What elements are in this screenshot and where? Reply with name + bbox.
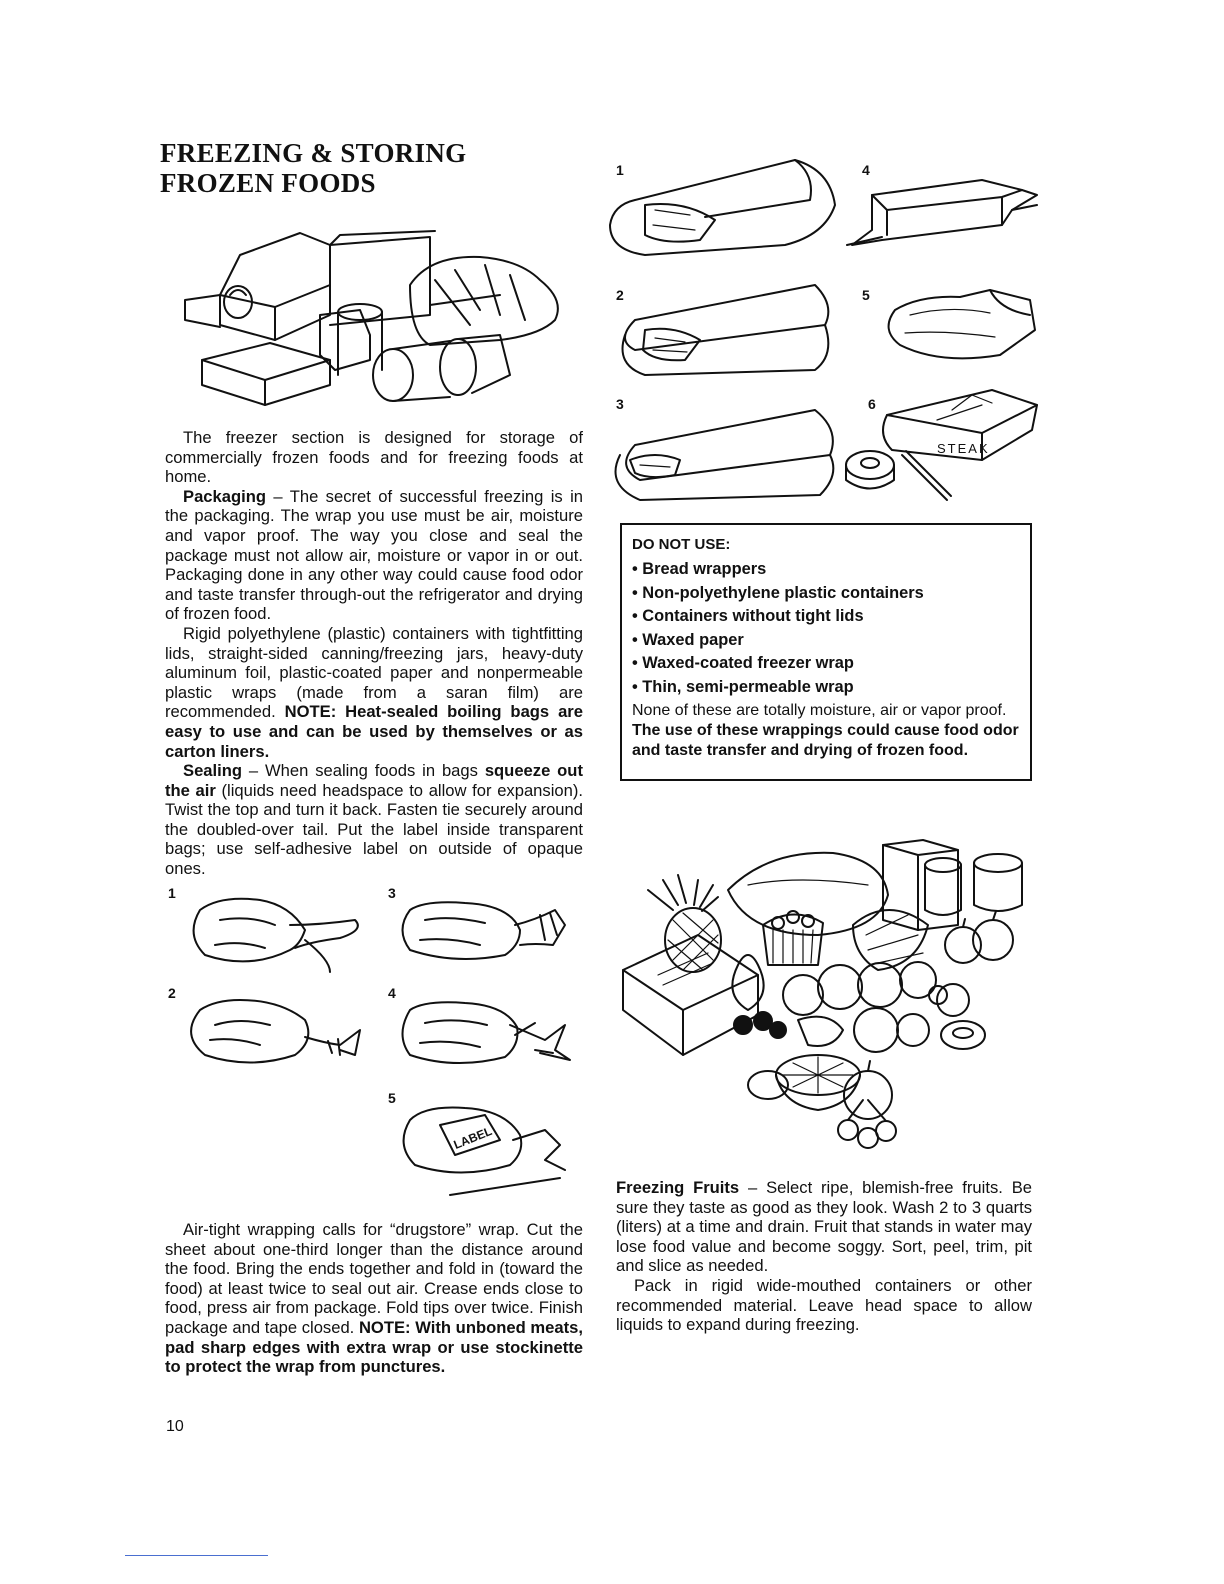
footer-divider [125, 1555, 268, 1556]
bag-step-1-illustration [180, 890, 370, 980]
page-number: 10 [166, 1418, 184, 1435]
bag-step-1: 1 [168, 885, 176, 901]
do-not-use-box [620, 523, 1032, 781]
wrap-step-6-illustration [842, 385, 1042, 505]
bag-step-3-illustration [395, 895, 570, 970]
bag-step-4-illustration [395, 995, 575, 1075]
wrap-step-2: 2 [616, 287, 624, 303]
wrap-step-1: 1 [616, 162, 624, 178]
pack-containers-paragraph: Pack in rigid wide-mouthed containers or other recommended material. Leave head space to allow liquids to expand during freezing. [616, 1275, 1032, 1335]
steak-label-text: STEAK [937, 441, 990, 456]
containers-text: Rigid polyethylene (plastic) containers with tightfitting lids, straight-sided canning/freezing jars, heavy-duty aluminum foil, plastic-coated paper and nonpermeable plastic wraps (made from a saran film) are recommended. [165, 623, 583, 722]
wrap-step-4-illustration [842, 175, 1042, 255]
bag-step-2-illustration [180, 995, 370, 1075]
wrap-step-3: 3 [616, 396, 624, 412]
sealing-heading: Sealing [183, 761, 243, 781]
freezing-fruits-text [616, 1178, 1032, 1335]
bag-step-5: 5 [388, 1090, 396, 1106]
drugstore-wrap-text [165, 1220, 583, 1377]
packaging-note: NOTE: Heat-sealed boiling bags are easy to use and can be used by themselves or as carton liners. [165, 702, 583, 761]
wrap-step-1-illustration [605, 145, 840, 260]
wrap-step-5: 5 [862, 287, 870, 303]
do-not-use-note: None of these are totally moisture, air or vapor proof. The use of these wrappings could cause food odor and taste transfer and drying of frozen food. [632, 702, 1019, 759]
wrap-step-6: 6 [868, 396, 876, 412]
list-item: • Thin, semi-permeable wrap [632, 676, 1022, 700]
freezing-fruits-paragraph: Freezing Fruits – Select ripe, blemish-free fruits. Be sure they taste as good as they look. Wash 2 to 3 quarts (liters) at a time and drain. Fruit that stands in water may lose food value and become soggy. Sort, peel, trim, pit and slice as needed. [616, 1178, 1032, 1276]
drugstore-note: NOTE: With unboned meats, pad sharp edges with extra wrap or use stockinette to protect the wrap from punctures. [165, 1317, 583, 1377]
sealing-emphasis: squeeze out the air [165, 761, 583, 800]
wrap-step-5-illustration [880, 285, 1040, 365]
bag-step-2: 2 [168, 985, 176, 1001]
packaging-paragraph: Packaging – The secret of successful freezing is in the packaging. The wrap you use must be air, moisture and vapor proof. The way you close and seal the package must not allow air, moisture or vapor in or out. Packaging done in any other way could cause food odor and taste transfer through-out the refrigerator and drying of frozen food. [165, 486, 583, 624]
containers-paragraph [165, 624, 583, 761]
bag-step-5-illustration [395, 1100, 575, 1200]
drugstore-paragraph: Air-tight wrapping calls for “drugstore” wrap. Cut the sheet about one-third longer than the distance around the food. Bring the ends together and fold in (toward the food) at least twice to seal out air. Crease ends close to food, press air from package. Fold tips over twice. Finish package and tape closed. NOTE: With unboned meats, pad sharp edges with extra wrap or use stockinette to protect the wrap from punctures. [165, 1220, 583, 1377]
fruits-illustration [618, 835, 1038, 1155]
list-item: • Waxed paper [632, 629, 1022, 653]
do-not-use-heading: DO NOT USE: [632, 536, 731, 553]
left-column-text [165, 428, 583, 879]
list-item: • Containers without tight lids [632, 605, 1022, 629]
wrap-step-3-illustration [605, 405, 845, 515]
frozen-packages-illustration [180, 225, 570, 420]
label-text: LABEL [451, 1123, 494, 1152]
wrap-step-2-illustration [605, 280, 840, 385]
list-item: • Waxed-coated freezer wrap [632, 652, 1022, 676]
list-item: • Non-polyethylene plastic containers [632, 582, 1022, 606]
packaging-heading: Packaging [183, 486, 267, 506]
title-line-2: FROZEN FOODS [160, 168, 376, 198]
do-not-use-list [632, 558, 1022, 699]
bag-step-3: 3 [388, 885, 396, 901]
intro-paragraph: The freezer section is designed for storage of commercially frozen foods and for freezing foods at home. [165, 428, 583, 487]
wrap-step-4: 4 [862, 162, 870, 178]
list-item: • Bread wrappers [632, 558, 1022, 582]
freezing-fruits-heading: Freezing Fruits [616, 1178, 740, 1197]
bag-step-4: 4 [388, 985, 396, 1001]
title-line-1: FREEZING & STORING [160, 138, 467, 168]
sealing-paragraph: Sealing – When sealing foods in bags squeeze out the air (liquids need headspace to allow for expansion). Twist the top and turn it back. Fasten tie securely around the doubled-over tail. Put the label inside transparent bags; use self-adhesive label on outside of opaque ones. [165, 761, 583, 879]
page-title [160, 138, 600, 198]
packaging-text: The secret of successful freezing is in the packaging. The wrap you use must be air, moisture and vapor proof. The way you close and seal the package must not allow air, moisture or vapor in or out. Packaging done in any other way could cause food odor and taste transfer through-out the refrigerator and drying of frozen food. [165, 486, 583, 624]
